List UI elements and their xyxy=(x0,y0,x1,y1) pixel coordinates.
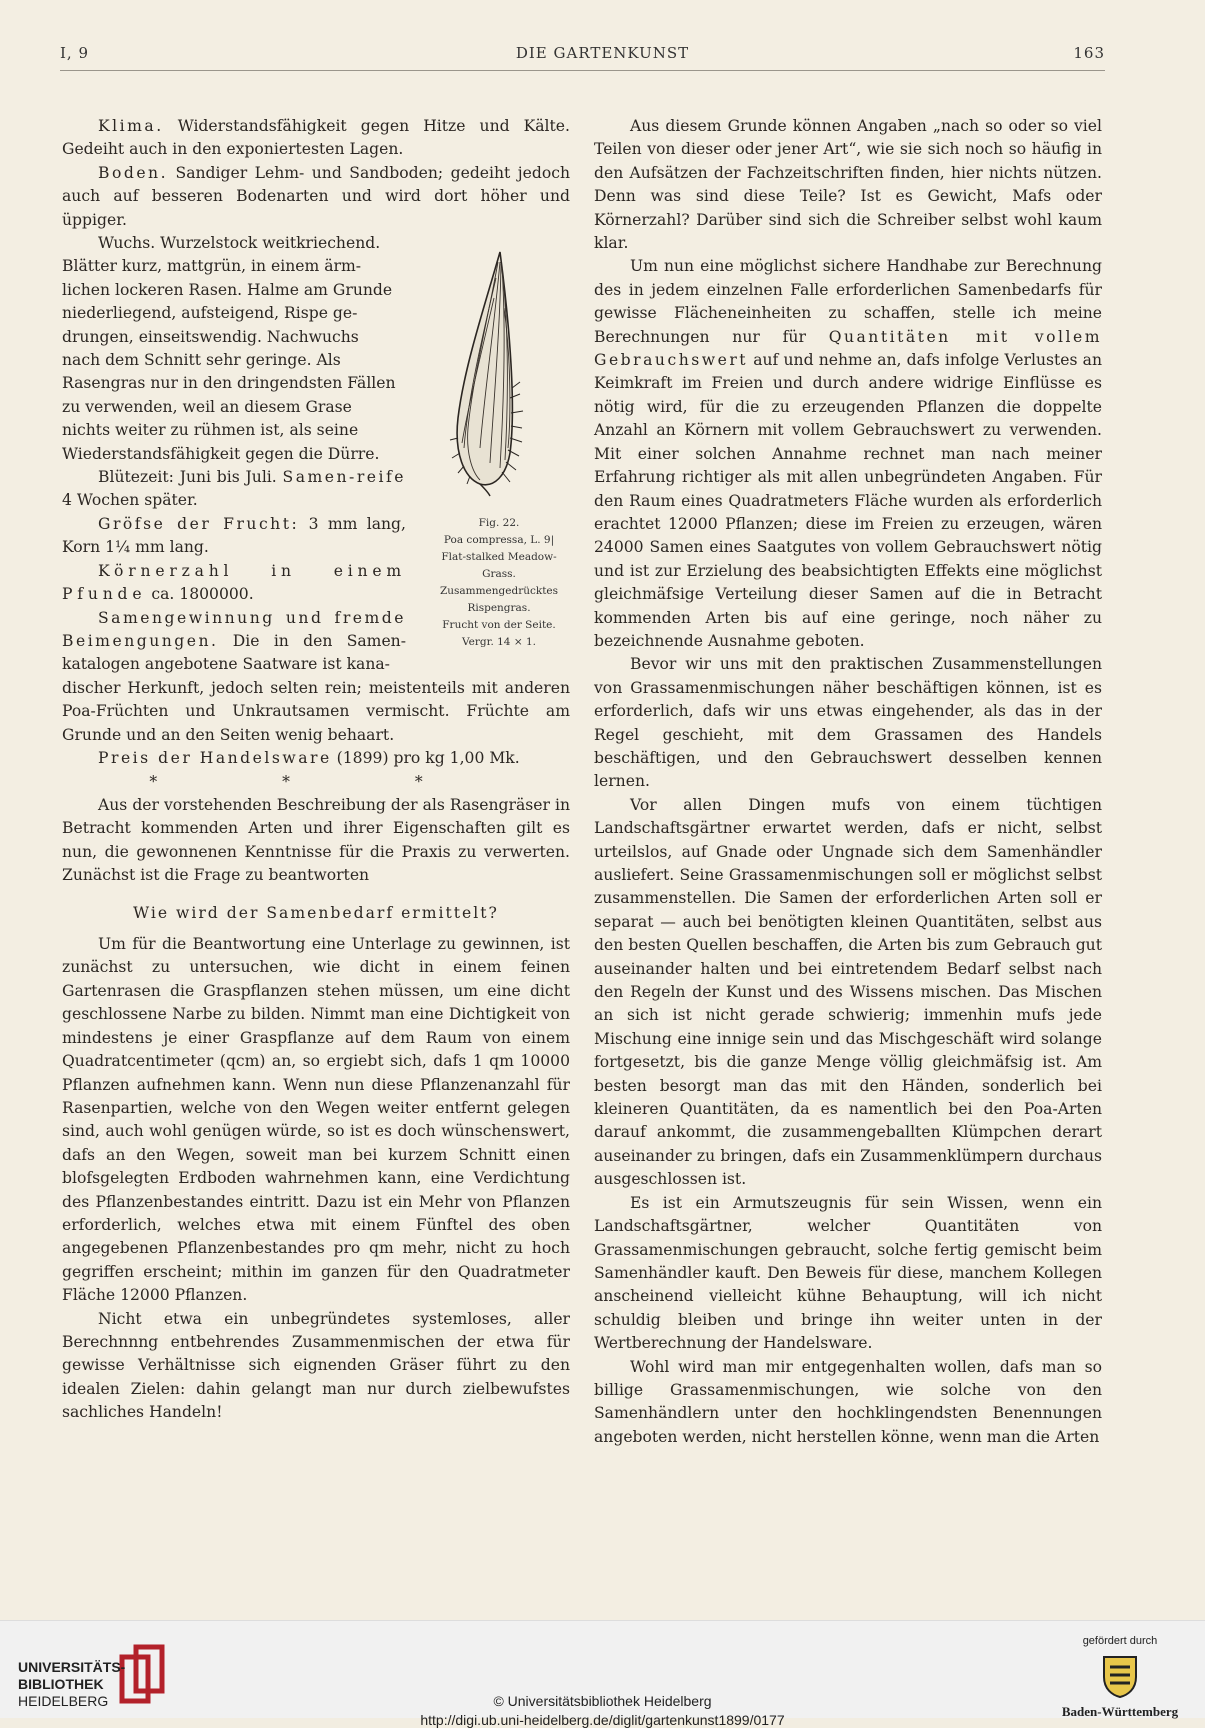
paragraph-berechnung: Um nun eine möglichst sichere Handhabe zur Berechnung des in jedem einzelnen Falle erforderlichen Samenbedarfs für gewisse Flächeneinheiten zu schaffen, stelle ich meine Berechnungen nur für Quantitäten mit vollem Gebrauchswert auf und nehme an, dafs infolge Verlustes an Keimkraft im Freien und durch andere widrige Einflüsse es nötig wird, für die zu erzeugenden Pflanzen die doppelte Anzahl an Körnern mit vollem Gebrauchswert zu verwenden. Mit einer solchen Annahme rechnet man nach meiner Erfahrung richtiger als mit allen unbegründeten Angaben. Für den Raum eines Quadratmeters Fläche wurden als erforderlich erachtet 12000 Pflanzen; diese im Freien zu erzeugen, wären 24000 Samen eines Saatgutes von vollem Gebrauchswert nötig und ist zur Erzielung des beabsichtigten Effekts eine möglichst gleichmäfsige Verteilung dieser Samen auf die in Betracht kommenden Arten bis auf eine geringe, noch näher zu bezeichnende Ausnahme geboten. xyxy=(594,257,1102,650)
caption-line: Poa compressa, L. 9| xyxy=(443,534,555,546)
paragraph-bluetezeit: Blütezeit: Juni bis Juli. Samen-reife 4 Wochen später. xyxy=(62,468,406,510)
paragraph-zusammenstellungen: Bevor wir uns mit den praktischen Zusammenstellungen von Grassamenmischungen näher beschäftigen können, ist es erforderlich, dafs wir uns etwas eingehender, als das in der Regel geschieht, mit dem Grassamen des Handels beschäftigen, und den Gebrauchswert desselben kennen lernen. xyxy=(594,655,1102,791)
paragraph-samengewinnung: Samengewinnung und fremde Beimengungen. Die in den Samen-katalogen angebotene Saatware ist kana- xyxy=(62,608,406,674)
paragraph-entgegenhalten: Wohl wird man mir entgegenhalten wollen, dafs man so billige Grassamenmischungen, wie solche von den Samenhändlern unter den hochklingendsten Benennungen angeboten werden, nicht herstellen könne, wenn man die Arten xyxy=(594,1357,1102,1446)
wuchs-line: nichts weiter zu rühmen ist, als seine xyxy=(62,421,359,440)
caption-line: Zusammengedrücktes xyxy=(439,585,559,597)
header-journal-title: DIE GARTENKUNST xyxy=(515,44,690,62)
section-heading: Wie wird der Samenbedarf ermittelt? xyxy=(133,903,499,922)
caption-line: Rispengras. xyxy=(467,602,531,614)
paragraph-boden: Boden. Sandiger Lehm- und Sandboden; gedeiht jedoch auch auf besseren Bodenarten und wird dort höher und üppiger. xyxy=(62,163,570,229)
paragraph-samengewinnung-cont: discher Herkunft, jedoch selten rein; meistenteils mit anderen Poa-Früchten und Unkrautsamen vermischt. Früchte am Grunde und an den Seiten wenig behaart. xyxy=(62,679,570,744)
library-name: UNIVERSITÄTS- BIBLIOTHEK HEIDELBERG xyxy=(18,1659,126,1709)
wuchs-line: zu verwenden, weil an diesem Grase xyxy=(62,397,352,416)
wuchs-line: Rasengras nur in den dringendsten Fällen xyxy=(62,374,396,393)
caption-line: Frucht von der Seite. xyxy=(442,619,556,631)
copyright-notice: © Universitätsbibliothek Heidelberg xyxy=(493,1693,712,1709)
header-volume: I, 9 xyxy=(60,44,90,62)
wuchs-line: drungen, einseitswendig. Nachwuchs xyxy=(62,327,359,346)
header-rule xyxy=(60,70,1105,71)
paragraph-landschaftsgaertner: Vor allen Dingen mufs von einem tüchtigen Landschaftsgärtner erwartet werden, dafs er nicht, selbst urteilslos, auf Gnade oder Ungnade sich dem Samenhändler ausliefert. Seine Grassamenmischungen soll er möglichst selbst zusammenstellen. Die Samen der erforderlichen Arten soll er separat — auch bei benötigten kleinen Quantitäten, selbst aus den besten Quellen beschaffen, die Arten bis zum Gebrauch gut auseinander halten und bei eintretendem Bedarf selbst nach den Regeln der Kunst und des Wissens mischen. Das Mischen an sich ist nicht gerade schwierig; immenhin mufs jede Mischung eine innige sein und das Mischgeschäft wird solange fortgesetzt, bis die ganze Menge völlig gleichmäfsig ist. Am besten besorgt man das mit den Händen, sonderlich bei kleineren Quantitäten, da es namentlich bei den Poa-Arten darauf ankommt, die zusammengeballten Klümpchen derart auseinander zu bringen, dafs ein Zusammenklümpern durchaus ausgeschlossen ist. xyxy=(594,795,1102,1189)
wuchs-line: nach dem Schnitt sehr geringe. Als xyxy=(62,351,341,370)
sponsor-label: gefördert durch xyxy=(1082,1635,1158,1647)
state-coat-of-arms-icon xyxy=(1100,1653,1140,1699)
wuchs-line: Wuchs. Wurzelstock weitkriechend. xyxy=(98,234,381,252)
paragraph-intro: Aus der vorstehenden Beschreibung der als Rasengräser in Betracht kommenden Arten und ihrer Eigenschaften gilt es nun, die gewonnenen Kenntnisse für die Praxis zu verwerten. Zunächst ist die Frage zu beantworten xyxy=(62,796,570,885)
left-column xyxy=(62,115,570,232)
paragraph-angaben: Aus diesem Grunde können Angaben „nach so oder so viel Teilen von dieser oder jener Art“, wie sie sich noch so häufig in den Aufsätzen der Fachzeitschriften finden, hier nichts nützen. Denn was sind diese Teile? Ist es Gewicht, Mafs oder Körnerzahl? Darüber sind sich die Schreiber selbst wohl kaum klar. xyxy=(594,117,1102,253)
paragraph-beantwortung: Um für die Beantwortung eine Unterlage zu gewinnen, ist zunächst zu untersuchen, wie dicht in einem feinen Gartenrasen die Graspflanzen stehen müssen, um eine dicht geschlossene Narbe zu bilden. Nimmt man eine Dichtigkeit von mindestens je einer Graspflanze auf dem Raum von einem Quadratcentimeter (qcm) an, so ergiebt sich, dafs 1 qm 10000 Pflanzen aufnehmen kann. Wenn nun diese Pflanzenanzahl für Rasenpartien, welche von den Wegen weiter entfernt gelegen sind, auch wohl genügen würde, so ist es doch wünschenswert, dafs an den Wegen, soweit man bei kurzem Schnitt einen blofsgelegten Erdboden wahrnehmen kann, eine Verdichtung des Pflanzenbestandes eintritt. Dazu ist ein Mehr von Pflanzen erforderlich, welches etwa mit einem Fünftel des oben angegebenen Pflanzenbestandes pro qm mehr, nicht zu hoch gegriffen erscheint; mithin im ganzen für den Quadratmeter Fläche 12000 Pflanzen. xyxy=(62,935,570,1305)
left-column-narrow xyxy=(62,232,406,677)
section-separator: * * * xyxy=(149,772,483,791)
caption-line: Grass. xyxy=(482,568,516,580)
left-column-lower xyxy=(62,677,570,1425)
paragraph-preis: Preis der Handelsware (1899) pro kg 1,00 Mk. xyxy=(98,749,520,768)
wuchs-line: niederliegend, aufsteigend, Rispe ge- xyxy=(62,304,358,323)
caption-line: Fig. 22. xyxy=(478,517,520,529)
wuchs-line: Wiederstandsfähigkeit gegen die Dürre. xyxy=(62,444,380,463)
wuchs-line: lichen lockeren Rasen. Halme am Grunde xyxy=(62,280,393,299)
right-column xyxy=(594,115,1102,1449)
permalink-url[interactable]: http://digi.ub.uni-heidelberg.de/diglit/gartenkunst1899/0177 xyxy=(420,1712,785,1728)
figure-caption xyxy=(415,515,583,651)
paragraph-groesse: Gröfse der Frucht: 3 mm lang, Korn 1¼ mm lang. xyxy=(62,514,406,557)
library-logo-icon xyxy=(118,1643,170,1705)
paragraph-armutszeugnis: Es ist ein Armutszeugnis für sein Wissen, wenn ein Landschaftsgärtner, welcher Quantitäten von Grassamenmischungen gebraucht, solche fertig gemischt beim Samenhändler kauft. Den Beweis für diese, manchem Kollegen anscheinend vielleicht kühne Behauptung, will ich nicht schuldig bleiben und bringe ihn weiter unten in der Wertberechnung der Handelsware. xyxy=(594,1193,1102,1353)
poa-compressa-seed-drawing xyxy=(418,248,578,498)
header-page-number: 163 xyxy=(1073,44,1105,62)
caption-line: Vergr. 14 × 1. xyxy=(462,636,536,648)
paragraph-zusammenmischen: Nicht etwa ein unbegründetes systemloses, aller Berechnnng entbehrendes Zusammenmischen der etwa für gewisse Verhältnisse sich eignenden Gräser führt zu den idealen Zielen: dahin gelangt man nur durch zielbewufstes sachliches Handeln! xyxy=(62,1309,570,1422)
wuchs-line: Blätter kurz, mattgrün, in einem ärm- xyxy=(62,257,362,276)
caption-line: Flat-stalked Meadow- xyxy=(441,551,557,563)
paragraph-klima: Klima. Widerstandsfähigkeit gegen Hitze und Kälte. Gedeiht auch in den exponiertesten Lagen. xyxy=(62,117,570,159)
seed-illustration xyxy=(418,248,578,502)
digitization-footer xyxy=(0,1620,1205,1728)
sponsor-name: Baden-Württemberg xyxy=(1061,1704,1179,1719)
paragraph-koernerzahl: Körnerzahl in einem Pfunde ca. 1800000. xyxy=(62,561,406,604)
